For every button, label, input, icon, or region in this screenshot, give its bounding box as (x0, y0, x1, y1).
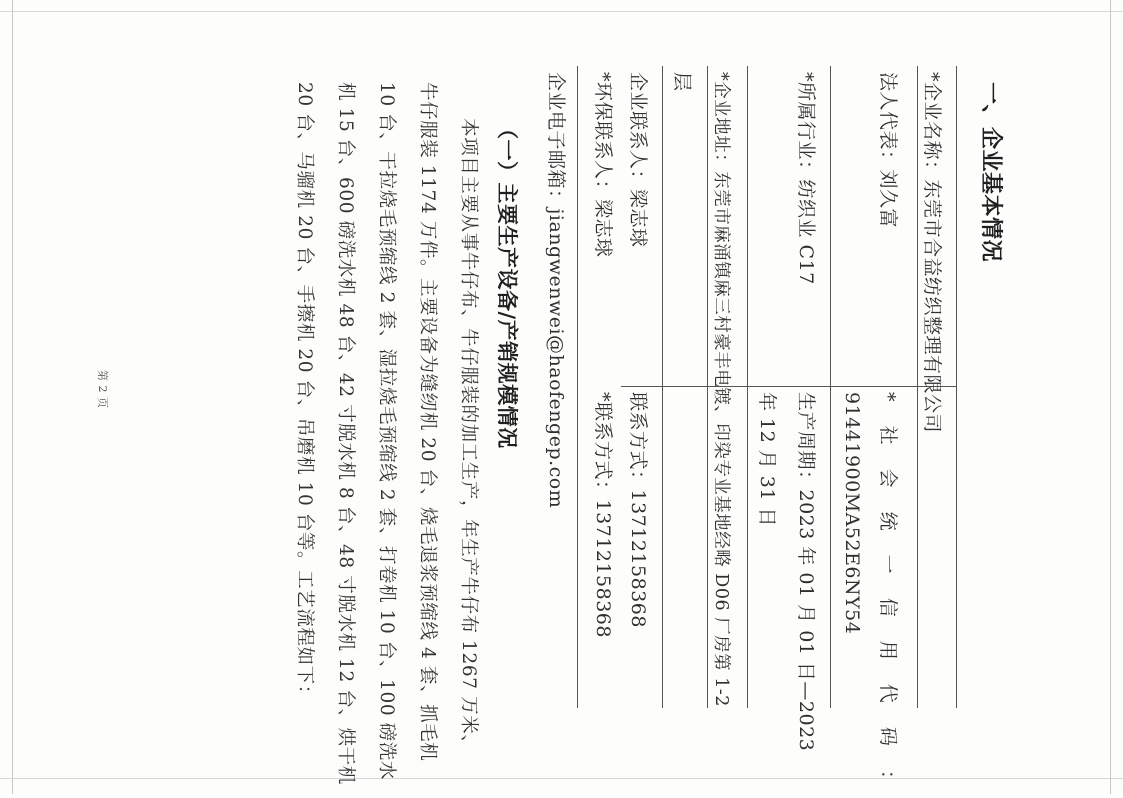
paragraph-line: 20 台、马骝机 20 台、手擦机 20 台、吊磨机 10 台等。工艺流程如下： (294, 82, 315, 704)
legal-representative: 法人代表：刘久富 (877, 72, 899, 229)
table-row-rule-5 (662, 66, 663, 708)
paragraph-line: 10 台、干拉烧毛预缩线 2 套、湿拉烧毛预缩线 2 套、打卷机 10 台、100 磅洗水 (376, 82, 397, 780)
section-title: 一、企业基本情况 (978, 82, 1003, 263)
table-row-rule-2 (830, 66, 831, 708)
table-bottom-rule (577, 66, 578, 708)
table-row-rule-4 (707, 66, 708, 708)
industry: *所属行业：纺织业 C17 (795, 72, 817, 285)
paragraph-line: 牛仔服装 1174 万件。主要设备为缝纫机 20 台、烧毛退浆预缩线 4 套、抓毛机 (417, 82, 438, 762)
company-name: *企业名称：东莞市合益纺织整理有限公司 (921, 72, 943, 434)
contact-person: 企业联系人：梁志球 (627, 72, 649, 248)
contact-phone: 联系方式：13712158368 (627, 392, 649, 628)
env-contact-phone: *联系方式：13712158368 (592, 392, 614, 638)
credit-code-label: * 社 会 统 一 信 用 代 码 ： (877, 392, 899, 798)
table-column-divider (621, 386, 957, 387)
page-number: 第 2 页 (96, 370, 109, 409)
paragraph-line: 机 15 台、600 磅洗水机 48 台、42 寸脱水机 8 台、48 寸脱水机 12 台、烘干机 (335, 82, 356, 785)
production-period: 生产周期：2023 年 01 月 01 日—2023 (795, 392, 817, 752)
company-address-continued: 层 (671, 72, 693, 92)
production-period-continued: 年 12 月 31 日 (756, 392, 778, 528)
table-top-rule (956, 66, 957, 708)
company-email: 企业电子邮箱：jiangwenwei@haofengep.com (545, 72, 567, 509)
paragraph-line: 本项目主要从事牛仔布、牛仔服装的加工生产，年生产牛仔布 1267 万米、 (458, 118, 479, 754)
subsection-title: （一）主要生产设备/产销规模情况 (495, 118, 519, 449)
credit-code-value: 91441900MA52E6NY54 (841, 392, 863, 635)
env-contact-person: *环保联系人：梁志球 (592, 72, 614, 258)
table-row-rule-3 (747, 66, 748, 708)
table-row-rule-1 (917, 66, 918, 708)
company-address: *企业地址：东莞市麻涌镇麻三村豪丰电镀、印染专业基地经略 D06 厂房第 1-2 (711, 72, 731, 707)
